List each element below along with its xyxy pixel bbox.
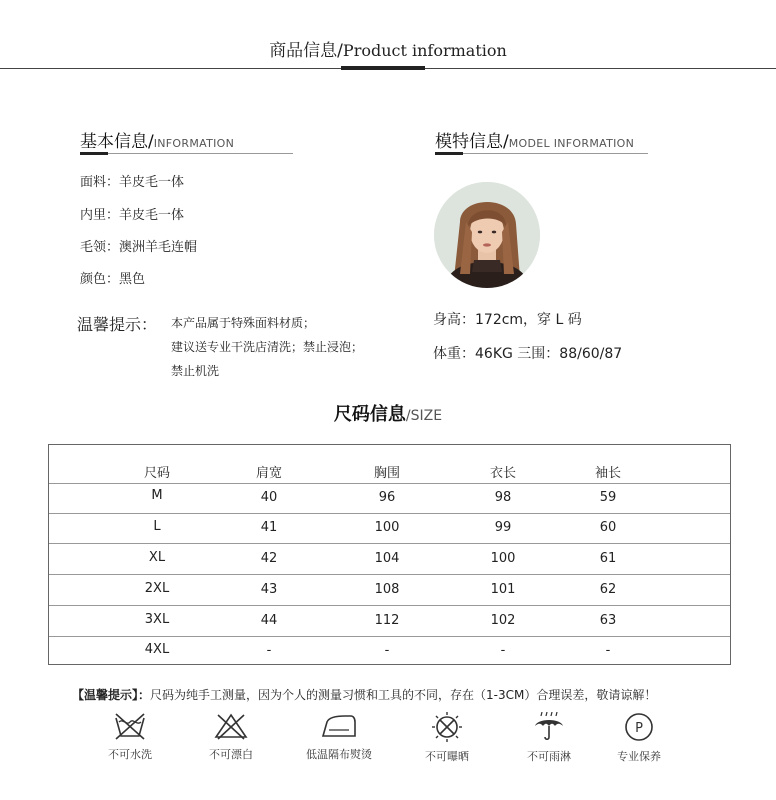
table-cell: L [153, 519, 161, 534]
svg-text:P: P [635, 721, 643, 736]
table-header-cell: 尺码 [143, 466, 170, 481]
tip-label: 温馨提示： [77, 315, 158, 334]
table-cell: 62 [599, 582, 617, 597]
table-row [49, 636, 730, 665]
model-info-accent [435, 152, 463, 155]
row-label: 内里： [80, 208, 120, 223]
table-cell: 43 [260, 582, 278, 597]
care-item-no-wash [80, 712, 180, 762]
row-value: 黑色 [119, 272, 146, 287]
tip-line: 禁止机洗 [171, 364, 220, 378]
basic-info-accent [80, 152, 108, 155]
table-cell: 3XL [144, 612, 170, 627]
model-info-title [435, 127, 634, 152]
professional-care-icon [622, 712, 656, 742]
model-measurements: 体重：46KG 三围：88/60/87 [433, 346, 623, 362]
table-cell: 41 [260, 520, 278, 535]
page-title-en: Product information [342, 41, 507, 60]
care-label: 不可曝晒 [425, 750, 469, 763]
table-row [49, 574, 730, 606]
table-cell: - [384, 643, 390, 658]
model-info-divider [435, 153, 648, 154]
table-cell: 100 [490, 551, 516, 566]
model-info-title-cn: 模特信息/ [435, 132, 509, 152]
care-label: 不可雨淋 [527, 750, 571, 763]
care-item-no-sun [397, 712, 497, 764]
table-row [49, 513, 730, 544]
table-cell: XL [148, 550, 166, 565]
care-item-professional [589, 712, 689, 764]
table-cell: - [605, 643, 611, 658]
page-title [0, 36, 776, 61]
tip-line: 建议送专业干洗店清洗；禁止浸泡； [171, 340, 364, 354]
no-rain-icon [532, 712, 566, 742]
no-bleach-icon [214, 712, 248, 740]
row-label: 面料： [80, 175, 120, 190]
row-label: 毛领： [80, 240, 120, 255]
model-portrait-illustration [434, 182, 540, 288]
row-value: 羊皮毛一体 [119, 208, 185, 223]
notice-label: 【温馨提示】： [72, 688, 151, 702]
header-accent-bar [341, 66, 425, 70]
table-header-cell: 肩宽 [255, 466, 282, 481]
table-cell: 40 [260, 490, 278, 505]
size-title-en: /SIZE [405, 408, 443, 424]
table-cell: 112 [374, 613, 400, 628]
table-cell: 99 [494, 520, 512, 535]
table-cell: 42 [260, 551, 278, 566]
basic-row-collar [80, 236, 197, 255]
basic-info-title-en: INFORMATION [153, 137, 235, 150]
basic-row-lining [80, 204, 184, 223]
table-cell: 4XL [144, 642, 170, 657]
row-value: 羊皮毛一体 [119, 175, 185, 190]
table-cell: 63 [599, 613, 617, 628]
table-row [49, 543, 730, 575]
row-label: 颜色： [80, 272, 120, 287]
table-cell: 2XL [144, 581, 170, 596]
no-wash-icon [113, 712, 147, 740]
row-value: 澳洲羊毛连帽 [119, 240, 198, 255]
table-row [49, 605, 730, 637]
tip-line: 本产品属于特殊面料材质； [171, 316, 316, 330]
model-avatar [434, 182, 540, 288]
table-cell: 101 [490, 582, 516, 597]
model-info-title-en: MODEL INFORMATION [508, 137, 635, 150]
table-cell: 102 [490, 613, 516, 628]
table-cell: 59 [599, 490, 617, 505]
page-title-cn: 商品信息/ [269, 41, 343, 61]
size-table [48, 444, 731, 665]
size-title-cn: 尺码信息 [333, 404, 406, 425]
no-sun-icon [430, 712, 464, 742]
iron-low-icon [319, 712, 359, 740]
notice-text: 尺码为纯手工测量，因为个人的测量习惯和工具的不同，存在（1-3CM）合理误差，敬请谅解！ [150, 688, 657, 702]
table-cell: - [500, 643, 506, 658]
care-item-no-rain [499, 712, 599, 764]
care-label: 专业保养 [617, 750, 661, 763]
care-item-no-bleach [181, 712, 281, 762]
model-height: 身高：172cm，穿 L 码 [433, 312, 582, 328]
table-header-row [49, 445, 730, 483]
table-cell: 44 [260, 613, 278, 628]
basic-info-title-cn: 基本信息/ [80, 132, 154, 152]
care-item-iron-low [289, 712, 389, 762]
table-row [49, 483, 730, 514]
care-label: 不可水洗 [108, 748, 152, 761]
table-cell: 96 [378, 490, 396, 505]
table-cell: 60 [599, 520, 617, 535]
care-label: 低温隔布熨烫 [306, 748, 372, 761]
table-cell: - [266, 643, 272, 658]
table-header-cell: 胸围 [373, 466, 400, 481]
table-cell: 104 [374, 551, 400, 566]
basic-info-divider [80, 153, 293, 154]
basic-row-color [80, 268, 145, 287]
basic-info-title [80, 127, 234, 152]
care-label: 不可漂白 [209, 748, 253, 761]
table-cell: 100 [374, 520, 400, 535]
basic-row-fabric [80, 171, 184, 190]
measurement-notice [72, 686, 656, 703]
table-cell: 108 [374, 582, 400, 597]
table-cell: 61 [599, 551, 617, 566]
table-cell: 98 [494, 490, 512, 505]
table-header-cell: 衣长 [489, 466, 516, 481]
table-header-cell: 袖长 [594, 466, 621, 481]
table-cell: M [151, 488, 163, 503]
size-title [0, 400, 776, 426]
